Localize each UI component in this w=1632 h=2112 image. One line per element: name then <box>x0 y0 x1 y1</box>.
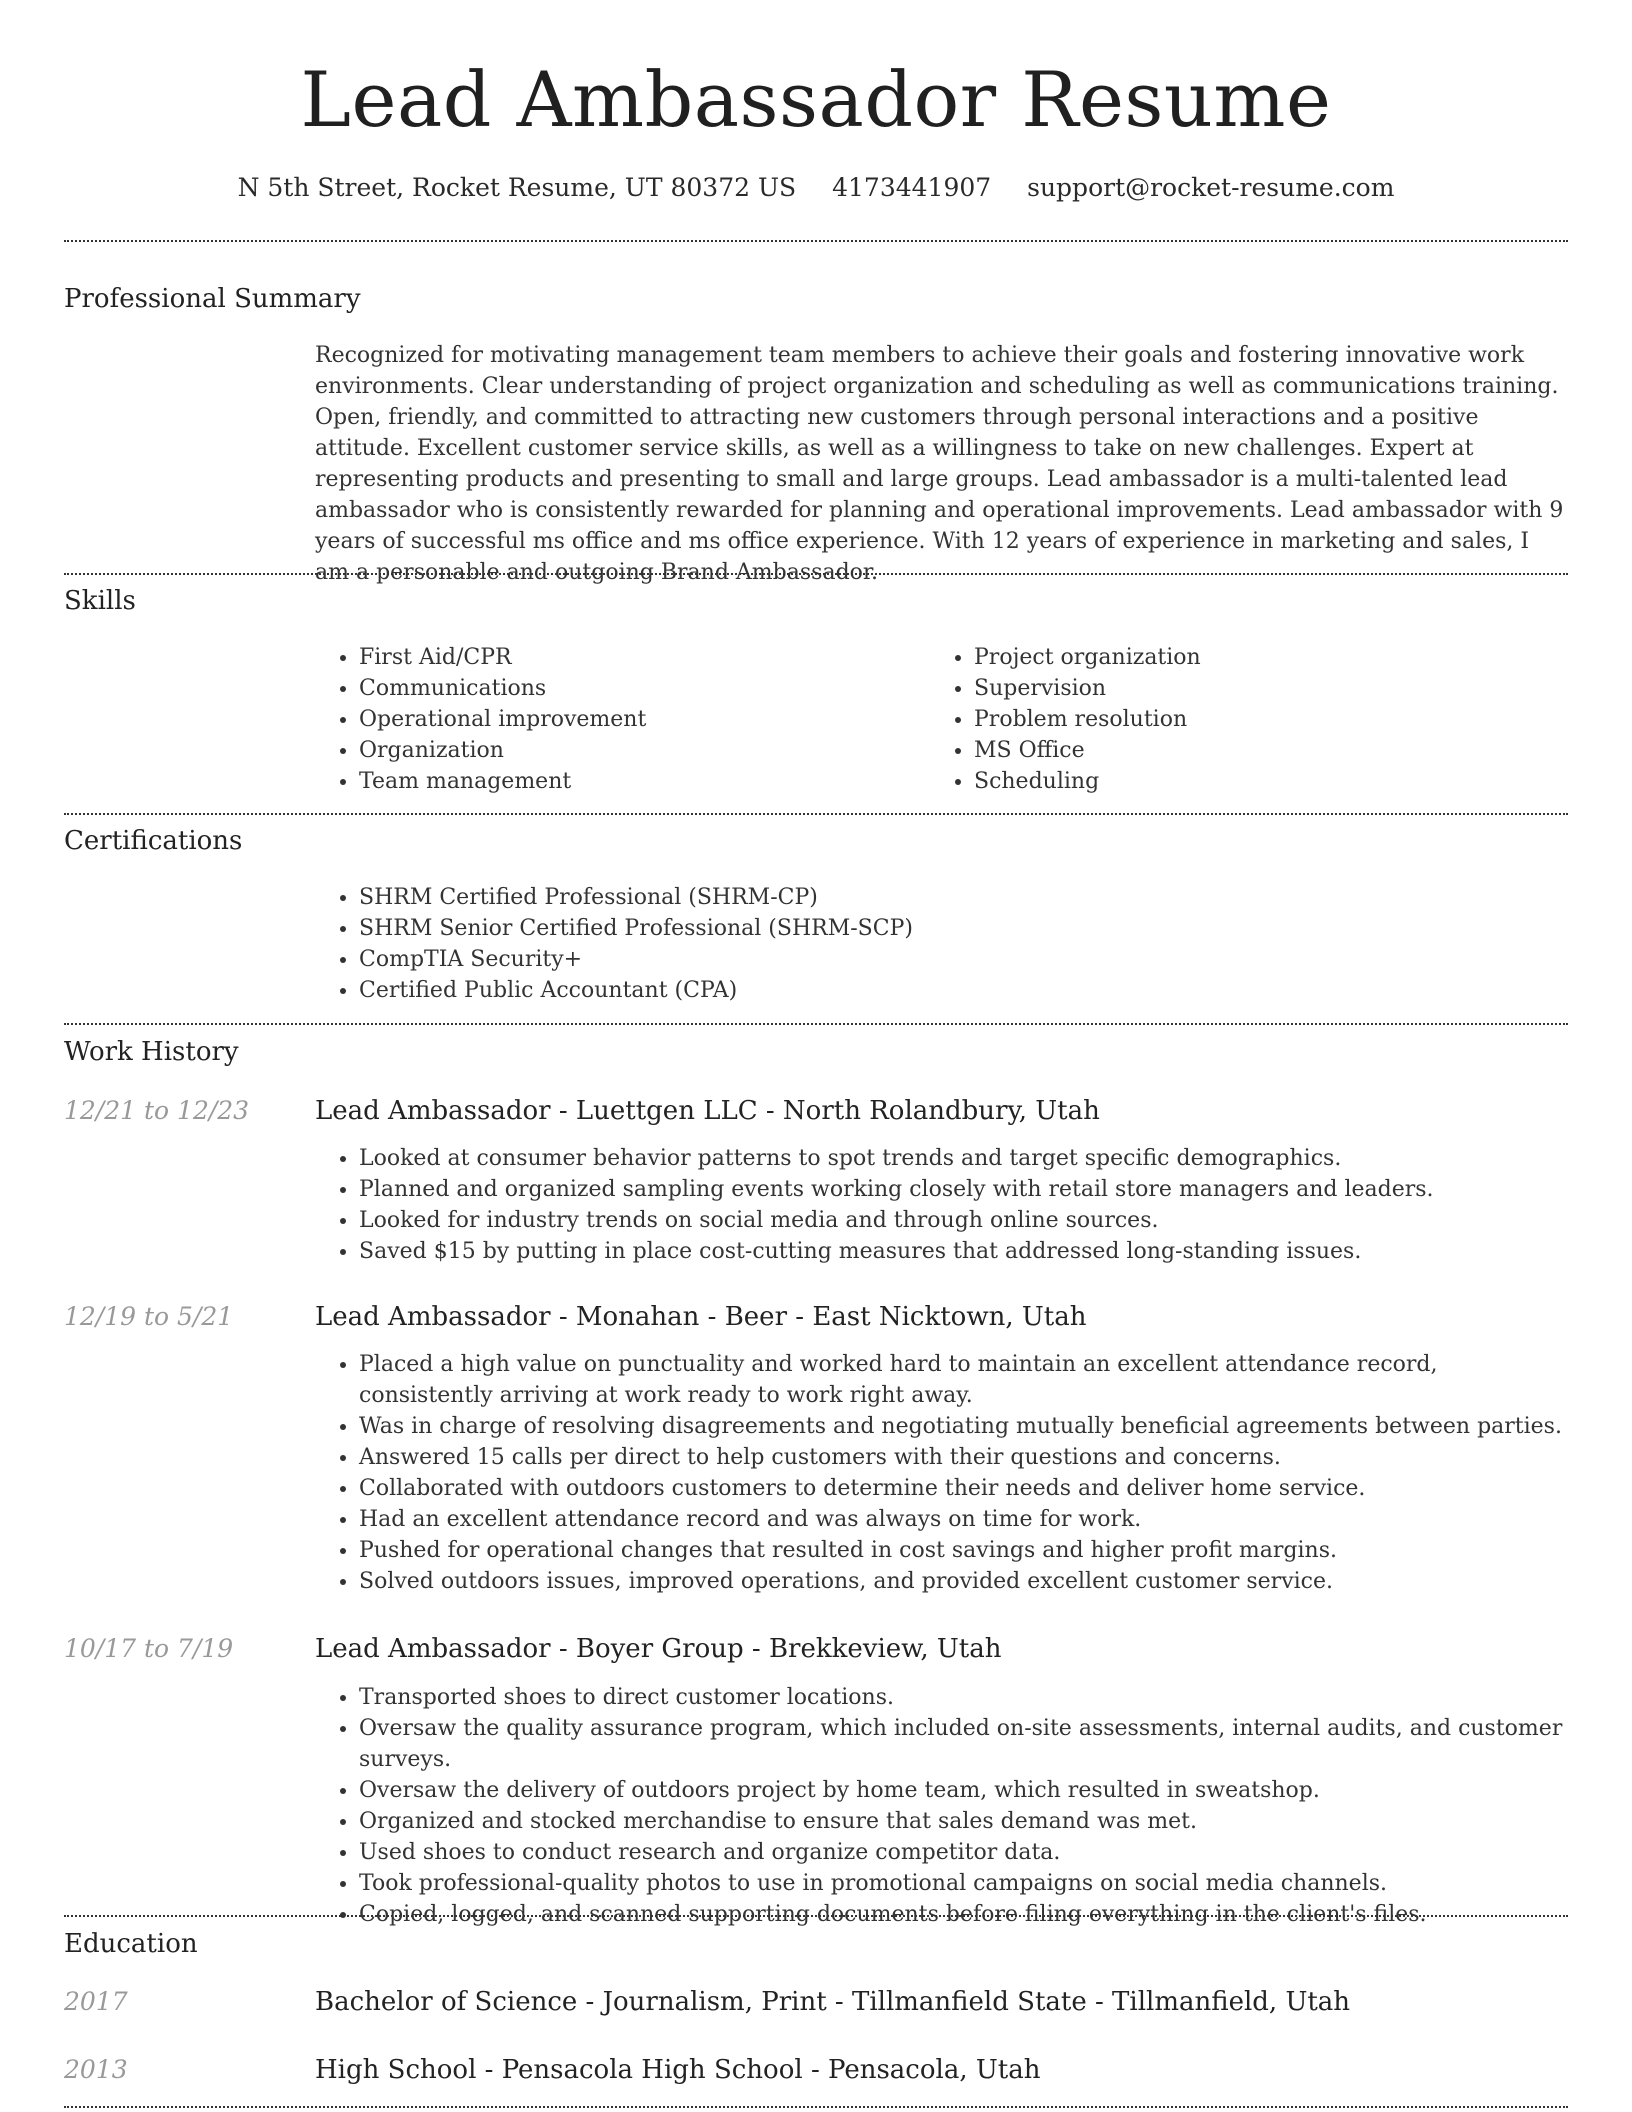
job-dates: 12/21 to 12/23 <box>64 1096 250 1125</box>
job-bullet: • Pushed for operational changes that resulted in cost savings and higher profit margins. <box>359 1535 1568 1566</box>
skill-item: • Scheduling <box>974 766 1574 797</box>
divider <box>64 1915 1568 1917</box>
education-year: 2017 <box>64 1987 128 2016</box>
divider <box>64 573 1568 575</box>
education-title: High School - Pensacola High School - Pensacola, Utah <box>315 2055 1041 2085</box>
job-bullet: • Organized and stocked merchandise to ensure that sales demand was met. <box>359 1806 1568 1837</box>
job-bullet: • Collaborated with outdoors customers to determine their needs and deliver home service. <box>359 1473 1568 1504</box>
education-year: 2013 <box>64 2055 128 2084</box>
skill-item: • Problem resolution <box>974 704 1574 735</box>
certifications-list <box>315 882 1559 1006</box>
skills-heading: Skills <box>64 586 136 616</box>
job-title: Lead Ambassador - Boyer Group - Brekkeview, Utah <box>315 1634 1002 1664</box>
summary-text: Recognized for motivating management team members to achieve their goals and fostering innovative work environments. Clear understanding of project organization and scheduling as well as communications training. Open, friendly, and committed to attracting new customers through personal interactions and a positive attitude. Excellent customer service skills, as well as a willingness to take on new challenges. Expert at representing products and presenting to small and large groups. Lead ambassador is a multi-talented lead ambassador who is consistently rewarded for planning and operational improvements. Lead ambassador with 9 years of successful ms office and ms office experience. With 12 years of experience in marketing and sales, I am a personable and outgoing Brand Ambassador. <box>315 343 1564 585</box>
skill-item: • MS Office <box>974 735 1574 766</box>
certifications-heading: Certifications <box>64 826 243 856</box>
divider <box>64 2106 1568 2108</box>
skills-list-left <box>315 642 919 797</box>
job-bullet: • Placed a high value on punctuality and worked hard to maintain an excellent attendance record, consistently arriving at work ready to work right away. <box>359 1349 1568 1411</box>
skill-item: • Operational improvement <box>359 704 919 735</box>
job-bullet: • Used shoes to conduct research and organize competitor data. <box>359 1837 1568 1868</box>
job-bullet: • Looked for industry trends on social media and through online sources. <box>359 1205 1568 1236</box>
job-bullet: • Copied, logged, and scanned supporting documents before filing everything in the client's files. <box>359 1899 1568 1930</box>
job-bullet: • Oversaw the delivery of outdoors project by home team, which resulted in sweatshop. <box>359 1775 1568 1806</box>
job-bullet: • Oversaw the quality assurance program, which included on-site assessments, internal audits, and customer surveys. <box>359 1713 1568 1775</box>
job-bullets <box>315 1682 1568 1930</box>
job-dates: 10/17 to 7/19 <box>64 1634 234 1663</box>
certification-item: • Certified Public Accountant (CPA) <box>359 975 1559 1006</box>
divider <box>64 240 1568 242</box>
job-dates: 12/19 to 5/21 <box>64 1302 234 1331</box>
job-title: Lead Ambassador - Luettgen LLC - North Rolandbury, Utah <box>315 1096 1100 1126</box>
contact-line <box>0 170 1632 206</box>
job-bullets <box>315 1349 1568 1597</box>
certification-item: • SHRM Senior Certified Professional (SHRM-SCP) <box>359 913 1559 944</box>
job-bullet: • Planned and organized sampling events working closely with retail store managers and leaders. <box>359 1174 1568 1205</box>
skill-item: • First Aid/CPR <box>359 642 919 673</box>
work-history-heading: Work History <box>64 1037 239 1067</box>
skill-item: • Organization <box>359 735 919 766</box>
certification-item: • SHRM Certified Professional (SHRM-CP) <box>359 882 1559 913</box>
job-bullet: • Transported shoes to direct customer locations. <box>359 1682 1568 1713</box>
job-bullets <box>315 1143 1568 1267</box>
email: support@rocket-resume.com <box>1027 173 1395 202</box>
job-bullet: • Took professional-quality photos to use in promotional campaigns on social media channels. <box>359 1868 1568 1899</box>
skill-item: • Project organization <box>974 642 1574 673</box>
education-heading: Education <box>64 1929 198 1959</box>
certification-item: • CompTIA Security+ <box>359 944 1559 975</box>
job-bullet: • Saved $15 by putting in place cost-cutting measures that addressed long-standing issues. <box>359 1236 1568 1267</box>
job-bullet: • Looked at consumer behavior patterns to spot trends and target specific demographics. <box>359 1143 1568 1174</box>
job-title: Lead Ambassador - Monahan - Beer - East Nicktown, Utah <box>315 1302 1087 1332</box>
divider <box>64 813 1568 815</box>
skill-item: • Communications <box>359 673 919 704</box>
job-bullet: • Answered 15 calls per direct to help customers with their questions and concerns. <box>359 1442 1568 1473</box>
job-bullet: • Was in charge of resolving disagreements and negotiating mutually beneficial agreements between parties. <box>359 1411 1568 1442</box>
education-title: Bachelor of Science - Journalism, Print - Tillmanfield State - Tillmanfield, Utah <box>315 1987 1351 2017</box>
summary-heading: Professional Summary <box>64 284 361 314</box>
skills-list-right <box>930 642 1574 797</box>
resume-title: Lead Ambassador Resume <box>300 55 1332 144</box>
divider <box>64 1023 1568 1025</box>
skill-item: • Supervision <box>974 673 1574 704</box>
job-bullet: • Solved outdoors issues, improved operations, and provided excellent customer service. <box>359 1566 1568 1597</box>
job-bullet: • Had an excellent attendance record and was always on time for work. <box>359 1504 1568 1535</box>
skill-item: • Team management <box>359 766 919 797</box>
phone: 4173441907 <box>832 173 992 202</box>
address: N 5th Street, Rocket Resume, UT 80372 US <box>237 173 797 202</box>
